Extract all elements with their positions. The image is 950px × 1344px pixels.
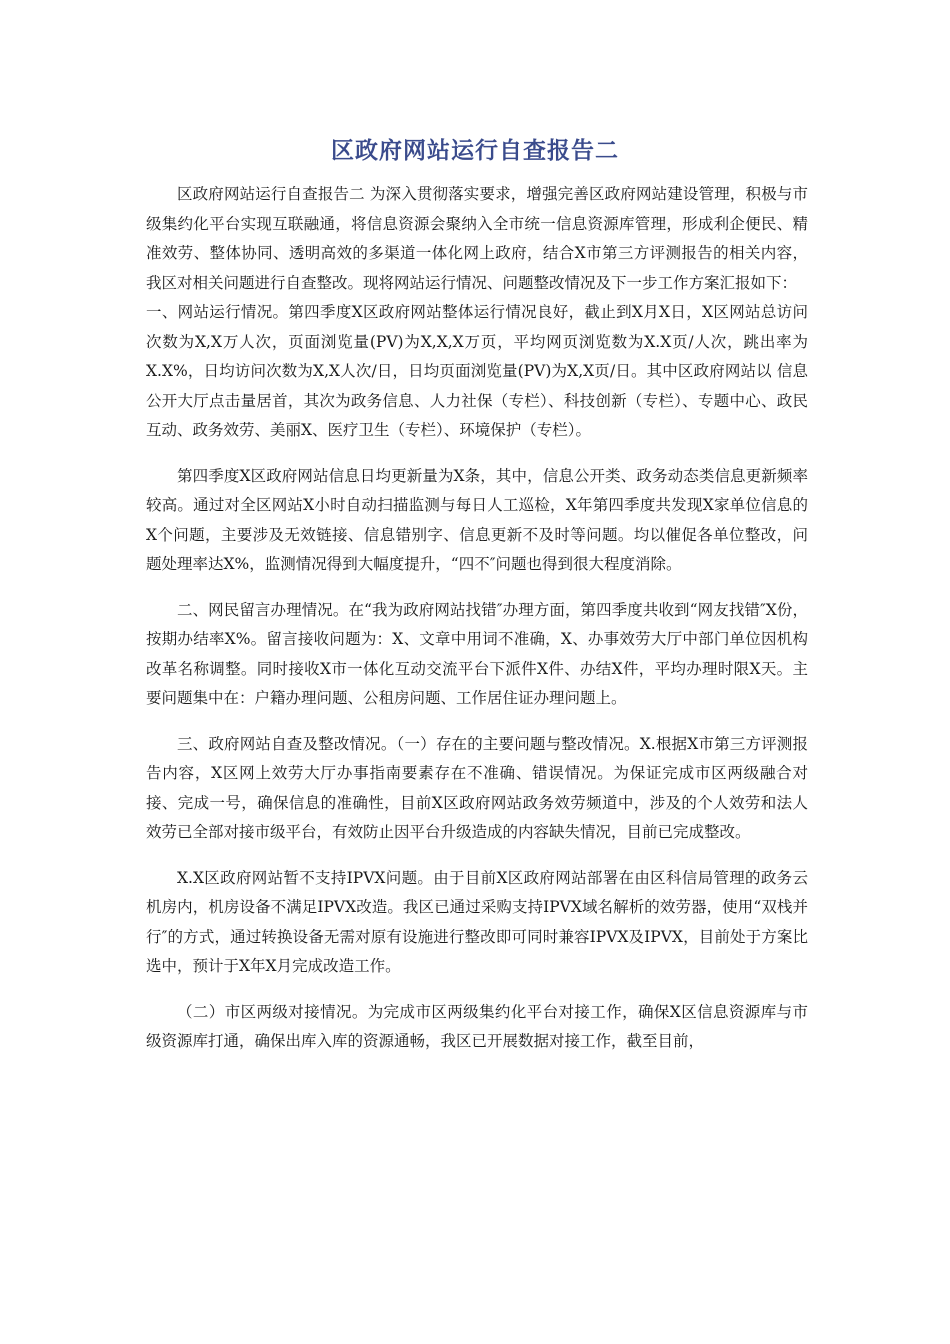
paragraph-self-inspection: 三、政府网站自查及整改情况。（一）存在的主要问题与整改情况。X.根据X市第三方评测报告内容，X区网上效劳大厅办事指南要素存在不准确、错误情况。为保证完成市区两级融合对接、完成一号，确保信息的准确性，目前X区政府网站政务效劳频道中，涉及的个人效劳和法人效劳已全部对接市级平台，有效防止因平台升级造成的内容缺失情况，目前已完成整改。 [146, 734, 808, 841]
paragraph-ipv-issue: X.X区政府网站暂不支持IPVX问题。由于目前X区政府网站部署在由区科信局管理的政务云机房内，机房设备不满足IPVX改造。我区已通过采购支持IPVX域名解析的效劳器，使用“双栈并行″的方式，通过转换设备无需对原有设施进行整改即可同时兼容IPVX及IPVX，目前处于方案比选中，预计于X年X月完成改造工作。 [146, 868, 808, 975]
paragraph-city-district-docking: （二）市区两级对接情况。为完成市区两级集约化平台对接工作，确保X区信息资源库与市级资源库打通，确保出库入库的资源通畅，我区已开展数据对接工作，截至目前， [146, 1002, 808, 1050]
paragraph-netizen-messages: 二、网民留言办理情况。在“我为政府网站找错″办理方面，第四季度共收到“网友找错″X份，按期办结率X%。留言接收问题为：X、文章中用词不准确，X、办事效劳大厅中部门单位因机构改革名称调整。同时接收X市一体化互动交流平台下派件X件、办结X件，平均办理时限X天。主要问题集中在：户籍办理问题、公租房问题、工作居住证办理问题上。 [146, 600, 808, 707]
document-body [146, 180, 808, 1057]
paragraph-info-updates: 第四季度X区政府网站信息日均更新量为X条，其中，信息公开类、政务动态类信息更新频率较高。通过对全区网站X小时自动扫描监测与每日人工巡检，X年第四季度共发现X家单位信息的X个问题，主要涉及无效链接、信息错别字、信息更新不及时等问题。均以催促各单位整改，问题处理率达X%，监测情况得到大幅度提升，“四不″问题也得到很大程度消除。 [146, 466, 808, 573]
paragraph-website-operation: 一、网站运行情况。第四季度X区政府网站整体运行情况良好，截止到X月X日，X区网站总访问次数为X,X万人次，页面浏览量(PV)为X,X,X万页，平均网页浏览数为X.X页/人次，跳出率为X.X%，日均访问次数为X,X人次/日，日均页面浏览量(PV)为X,X页/日。其中区政府网站以 信息公开大厅点击量居首，其次为政务信息、人力社保（专栏）、科技创新（专栏）、专题中心、政民互动、政务效劳、美丽X、医疗卫生（专栏）、环境保护（专栏）。 [146, 303, 808, 439]
page-title: 区政府网站运行自查报告二 [331, 138, 619, 164]
paragraph-intro: 区政府网站运行自查报告二 为深入贯彻落实要求，增强完善区政府网站建设管理，积极与市级集约化平台实现互联融通，将信息资源会聚纳入全市统一信息资源库管理，形成利企便民、精准效劳、整体协同、透明高效的多渠道一体化网上政府，结合X市第三方评测报告的相关内容，我区对相关问题进行自查整改。现将网站运行情况、问题整改情况及下一步工作方案汇报如下： [146, 185, 808, 292]
